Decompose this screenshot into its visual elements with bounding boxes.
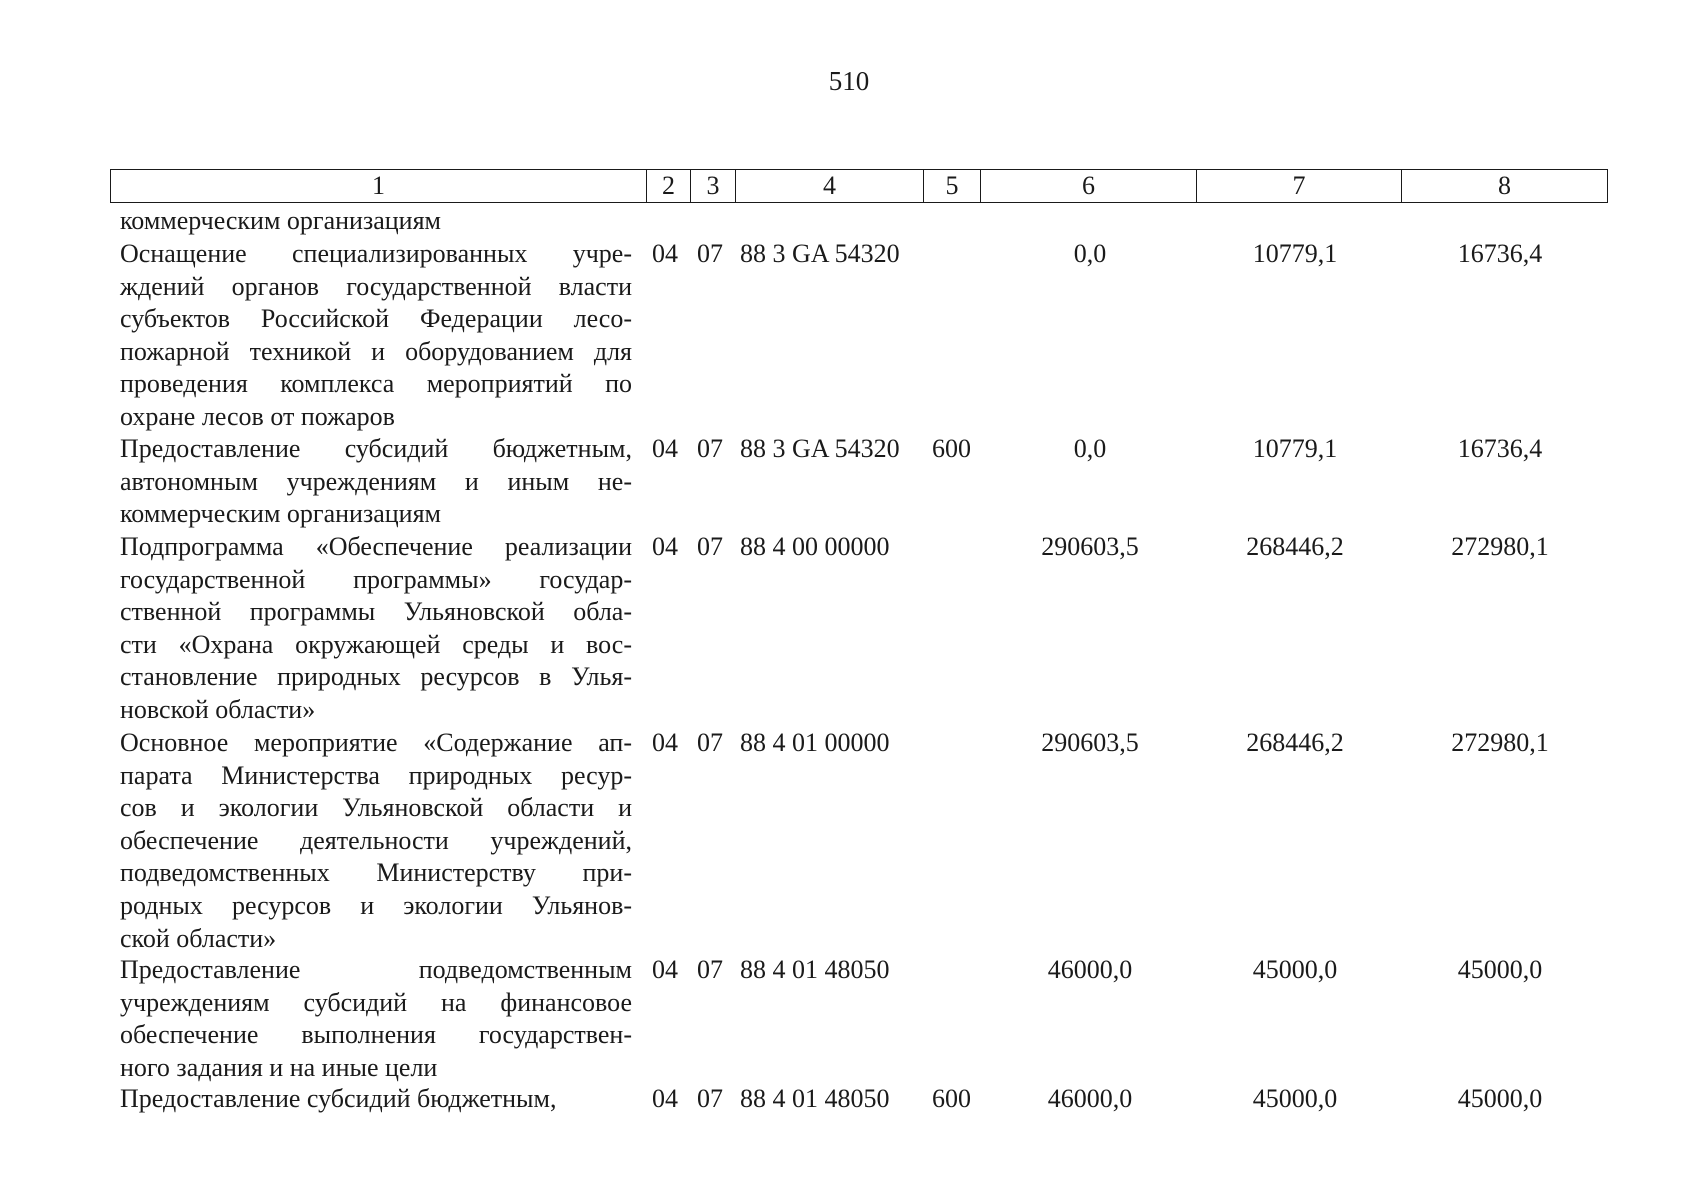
row-cell-col8: 272980,1 (1451, 532, 1549, 561)
row-cell-col7: 45000,0 (1252, 955, 1338, 984)
row-description-line: обеспечение выполнения государствен- (120, 1020, 632, 1050)
row-cell-col5: 600 (932, 434, 971, 463)
row-cell-col6: 290603,5 (1041, 532, 1139, 561)
row-cell-col4: 88 4 01 48050 (740, 955, 890, 984)
row-description-line: Оснащение специализированных учре- (120, 239, 632, 268)
row-cell-col4: 88 4 00 00000 (740, 532, 890, 561)
row-description-line: автономным учреждениям и иным не- (120, 466, 632, 496)
row-description-line: Предоставление подведомственным (120, 955, 632, 984)
column-header-5: 5 (924, 170, 981, 203)
row-description (120, 531, 632, 727)
row-description-line: ственной программы Ульяновской обла- (120, 597, 632, 627)
row-description-line: новской области» (120, 694, 316, 724)
row-cell-col6: 290603,5 (1041, 728, 1139, 757)
row-cell-col4: 88 3 GA 54320 (740, 239, 900, 268)
row-cell-col7: 10779,1 (1252, 434, 1338, 463)
row-cell-col3: 07 (697, 532, 723, 561)
row-cell-col4: 88 3 GA 54320 (740, 434, 900, 463)
row-cell-col4: 88 4 01 48050 (740, 1084, 890, 1113)
row-cell-col7: 10779,1 (1252, 239, 1338, 268)
column-header-3: 3 (691, 170, 736, 203)
column-header-1: 1 (111, 170, 647, 203)
carryover-text: коммерческим организациям (120, 206, 442, 235)
column-header-2: 2 (647, 170, 691, 203)
row-description-line: охране лесов от пожаров (120, 401, 395, 431)
row-cell-col6: 46000,0 (1047, 955, 1133, 984)
row-description-line: парата Министерства природных ресур- (120, 760, 632, 790)
row-cell-col8: 45000,0 (1457, 955, 1543, 984)
row-description-line: учреждениям субсидий на финансовое (120, 987, 632, 1017)
column-header-4: 4 (736, 170, 924, 203)
row-description-line: сти «Охрана окружающей среды и вос- (120, 629, 632, 659)
row-description (120, 433, 632, 531)
row-cell-col2: 04 (652, 1084, 678, 1113)
row-cell-col8: 16736,4 (1457, 239, 1543, 268)
row-cell-col3: 07 (697, 728, 723, 757)
row-cell-col7: 268446,2 (1246, 728, 1344, 757)
row-cell-col2: 04 (652, 434, 678, 463)
row-cell-col2: 04 (652, 239, 678, 268)
row-cell-col3: 07 (697, 955, 723, 984)
row-description-line: сов и экологии Ульяновской области и (120, 793, 632, 823)
row-description-line: государственной программы» государ- (120, 564, 632, 594)
row-cell-col4: 88 4 01 00000 (740, 728, 890, 757)
row-cell-col3: 07 (697, 434, 723, 463)
column-header-table (110, 169, 1608, 203)
row-description-line: обеспечение деятельности учреждений, (120, 825, 632, 855)
column-header-8: 8 (1402, 170, 1608, 203)
row-cell-col2: 04 (652, 532, 678, 561)
row-description-line: ного задания и на иные цели (120, 1052, 438, 1082)
row-description-line: коммерческим организациям (120, 499, 442, 529)
column-header-6: 6 (981, 170, 1197, 203)
row-cell-col8: 272980,1 (1451, 728, 1549, 757)
row-cell-col3: 07 (697, 1084, 723, 1113)
row-description-line: Предоставление субсидий бюджетным, (120, 434, 632, 463)
row-description-line: ской области» (120, 923, 277, 953)
row-cell-col6: 0,0 (1073, 239, 1107, 268)
row-description-line: становление природных ресурсов в Улья- (120, 662, 632, 692)
row-description-line: субъектов Российской Федерации лесо- (120, 304, 632, 334)
row-description-line: ждений органов государственной власти (120, 271, 632, 301)
row-cell-col6: 0,0 (1073, 434, 1107, 463)
column-header-7: 7 (1197, 170, 1402, 203)
row-cell-col2: 04 (652, 955, 678, 984)
row-cell-col6: 46000,0 (1047, 1084, 1133, 1113)
row-description (120, 1083, 632, 1116)
row-description-line: родных ресурсов и экологии Ульянов- (120, 890, 632, 920)
row-description (120, 954, 632, 1084)
row-cell-col7: 45000,0 (1252, 1084, 1338, 1113)
row-description-line: пожарной техникой и оборудованием для (120, 336, 632, 366)
row-description-line: Подпрограмма «Обеспечение реализации (120, 532, 632, 561)
page-number: 510 (828, 66, 870, 96)
row-description-line: Предоставление субсидий бюджетным, (120, 1084, 557, 1113)
row-description (120, 238, 632, 434)
row-description-line: подведомственных Министерству при- (120, 858, 632, 888)
row-cell-col8: 16736,4 (1457, 434, 1543, 463)
row-cell-col8: 45000,0 (1457, 1084, 1543, 1113)
row-cell-col3: 07 (697, 239, 723, 268)
row-cell-col5: 600 (932, 1084, 971, 1113)
row-description (120, 727, 632, 955)
row-cell-col2: 04 (652, 728, 678, 757)
row-description-line: проведения комплекса мероприятий по (120, 369, 632, 399)
row-cell-col7: 268446,2 (1246, 532, 1344, 561)
row-description-line: Основное мероприятие «Содержание ап- (120, 728, 632, 757)
